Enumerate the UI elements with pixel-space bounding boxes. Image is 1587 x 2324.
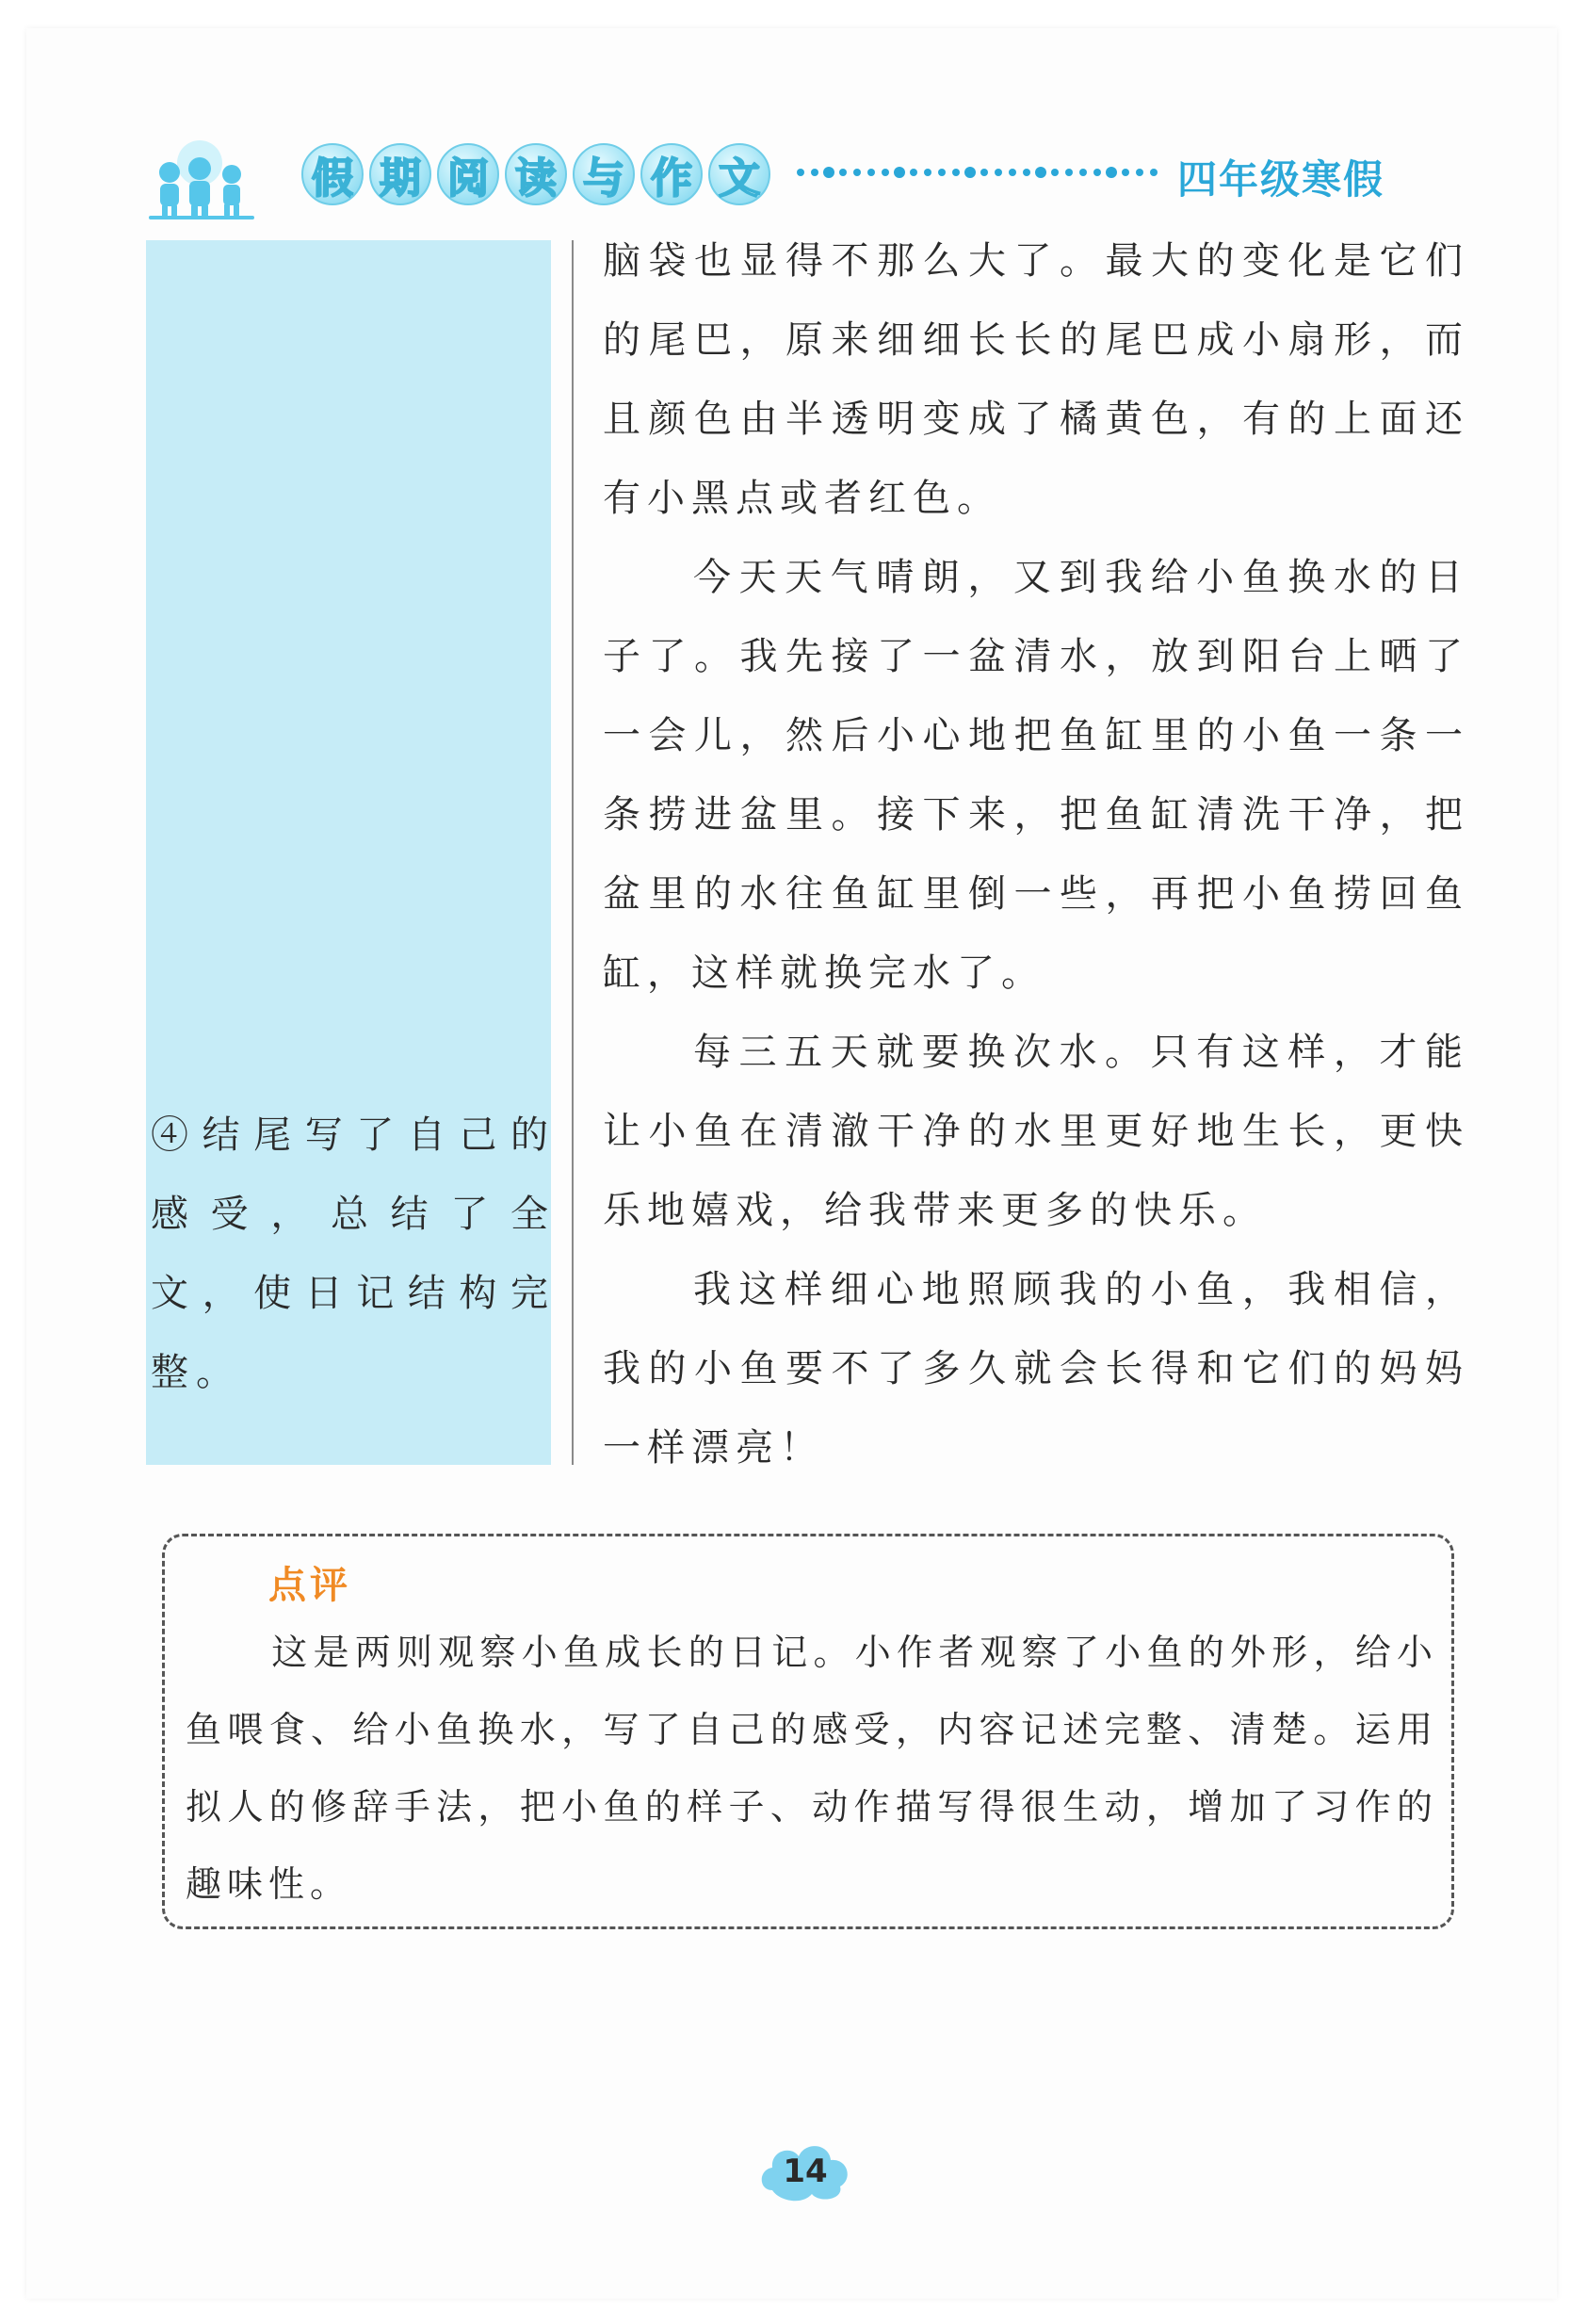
header-dot	[853, 169, 861, 176]
diary-text	[603, 221, 1469, 1487]
column-divider	[572, 240, 574, 1465]
grade-label: 四年级寒假	[1177, 156, 1385, 203]
header-dot	[1150, 169, 1158, 176]
kids-logo-icon	[141, 137, 264, 221]
header-dot	[882, 169, 889, 176]
comment-text: 这是两则观察小鱼成长的日记。小作者观察了小鱼的外形，给小鱼喂食、给小鱼换水，写了自己的感受，内容记述完整、清楚。运用拟人的修辞手法，把小鱼的样子、动作描写得很生动，增加了习作的趣味性。	[186, 1632, 1438, 1905]
header-dot	[980, 169, 988, 176]
page-number-badge	[753, 2134, 857, 2209]
header-dot	[938, 169, 946, 176]
header-dot	[995, 169, 1002, 176]
header-dot	[1079, 169, 1087, 176]
header-dot	[952, 169, 960, 176]
header-dot	[910, 169, 917, 176]
header-dot	[811, 169, 818, 176]
title-char: 假	[301, 143, 364, 205]
comment-title: 点评	[268, 1564, 351, 1607]
header-dot	[823, 167, 834, 178]
comment-box	[162, 1534, 1454, 1929]
title-char: 读	[505, 143, 567, 205]
title-char: 与	[573, 143, 635, 205]
header-dot	[1106, 167, 1117, 178]
header-dot	[839, 169, 847, 176]
header-dot	[797, 169, 804, 176]
header-dot	[964, 167, 976, 178]
paragraph: 我这样细心地照顾我的小鱼，我相信，我的小鱼要不了多久就会长得和它们的妈妈一样漂亮！	[603, 1268, 1469, 1470]
header-dot	[867, 169, 875, 176]
header-dot	[924, 169, 931, 176]
paragraph: 每三五天就要换次水。只有这样，才能让小鱼在清澈干净的水里更好地生长，更快乐地嬉戏，给我带来更多的快乐。	[603, 1031, 1469, 1232]
page-number: 14	[783, 2153, 828, 2190]
header-dot	[894, 167, 905, 178]
header-dot	[1051, 169, 1059, 176]
title-char: 文	[708, 143, 770, 205]
page-header	[141, 132, 1413, 226]
sidebar-note: ④结尾写了自己的感受，总结了全文，使日记结构完整。	[151, 1113, 556, 1394]
header-dot	[1093, 169, 1101, 176]
header-dot	[1035, 167, 1046, 178]
title-char: 作	[640, 143, 703, 205]
header-dot	[1122, 169, 1129, 176]
title-char: 期	[369, 143, 431, 205]
paragraph: 脑袋也显得不那么大了。最大的变化是它们的尾巴，原来细细长长的尾巴成小扇形，而且颜色由半透明变成了橘黄色，有的上面还有小黑点或者红色。	[603, 239, 1469, 520]
header-dot	[1023, 169, 1030, 176]
header-dot	[1009, 169, 1016, 176]
book-title	[301, 143, 770, 205]
title-char: 阅	[437, 143, 499, 205]
header-dot	[1065, 169, 1073, 176]
header-dot	[1136, 169, 1143, 176]
paragraph: 今天天气晴朗，又到我给小鱼换水的日子了。我先接了一盆清水，放到阳台上晒了一会儿，然后小心地把鱼缸里的小鱼一条一条捞进盆里。接下来，把鱼缸清洗干净，把盆里的水往鱼缸里倒一些，再把小鱼捞回鱼缸，这样就换完水了。	[603, 556, 1469, 995]
